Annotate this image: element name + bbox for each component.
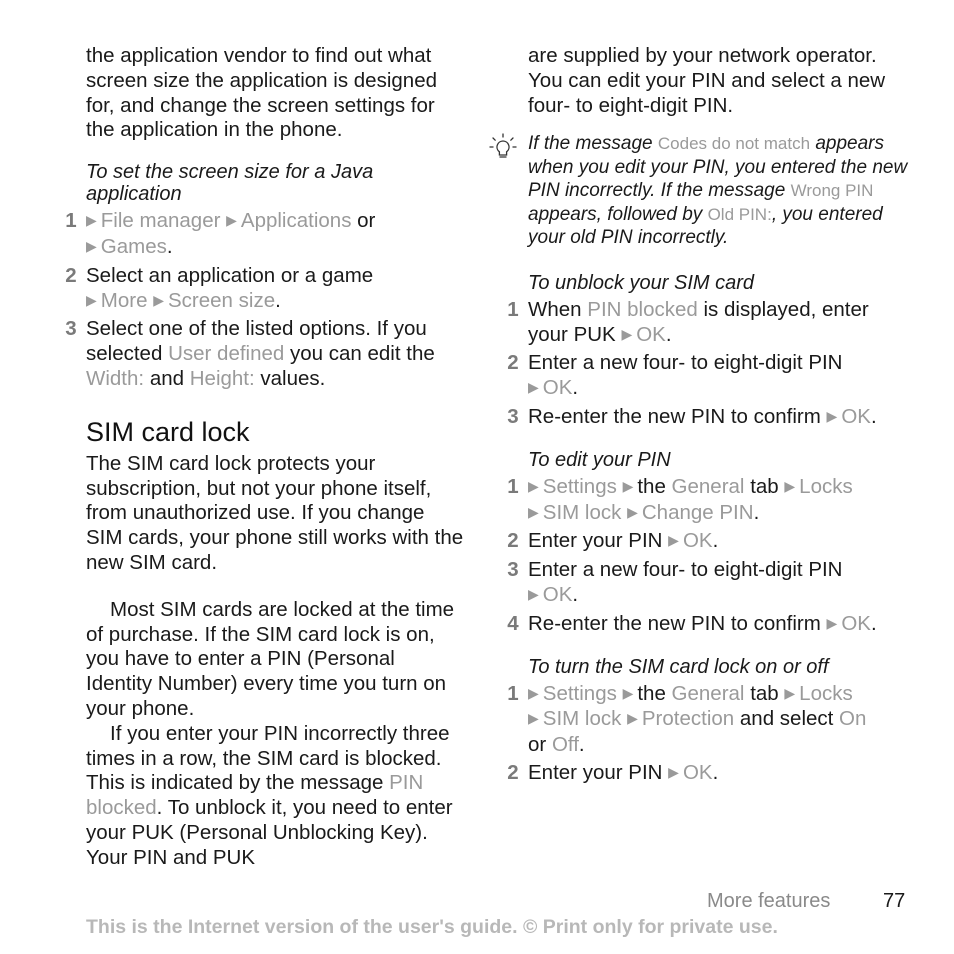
unblock-step-3: 3 Re-enter the new PIN to confirm ▶ OK. — [507, 405, 877, 429]
menu-ok: OK — [542, 583, 573, 607]
menu-ok: OK — [682, 761, 713, 785]
java-step-3: 3 Select one of the listed options. If you selected User defined you can edit the Width: and Height: values. — [65, 317, 435, 390]
toggle-heading: To turn the SIM card lock on or off — [528, 655, 829, 678]
option-off: Off — [551, 733, 579, 757]
menu-ok: OK — [682, 529, 713, 553]
arrow-icon: ▶ — [668, 764, 679, 781]
intro-paragraph: the application vendor to find out what screen size the application is designed for, and change the screen settings for the application in the phone. — [86, 44, 437, 142]
message-codes-mismatch: Codes do not match — [657, 134, 811, 154]
arrow-icon: ▶ — [528, 684, 539, 701]
menu-file-manager: File manager — [100, 209, 221, 233]
arrow-icon: ▶ — [153, 291, 164, 308]
edit-step-4: 4 Re-enter the new PIN to confirm ▶ OK. — [507, 611, 877, 635]
unblock-step-2: 2 Enter a new four- to eight-digit PIN ▶ OK. — [507, 351, 843, 400]
java-heading: To set the screen size for a Java application — [86, 161, 374, 206]
step-number: 1 — [507, 297, 519, 321]
toggle-step-2: 2 Enter your PIN ▶ OK. — [507, 761, 719, 785]
section-title: SIM card lock — [86, 416, 250, 447]
java-step-2: 2 Select an application or a game ▶ More ▶ Screen size. — [65, 263, 374, 312]
menu-sim-lock: SIM lock — [542, 500, 622, 524]
java-step-1: 1 ▶ File manager ▶ Applications or ▶ Games. — [65, 209, 376, 258]
arrow-icon: ▶ — [86, 291, 97, 308]
arrow-icon: ▶ — [784, 477, 796, 494]
message-old-pin: Old PIN: — [707, 204, 772, 224]
menu-general: General — [671, 474, 745, 498]
unblock-step-1: 1 When PIN blocked is displayed, enter your PUK ▶ OK. — [507, 297, 869, 346]
sim-intro-paragraph: The SIM card lock protects your subscription, but not your phone itself, from unauthorized use. If you change SIM cards, your phone still works with the new SIM card. — [86, 451, 464, 574]
step-number: 1 — [507, 474, 519, 498]
message-wrong-pin: Wrong PIN — [790, 181, 874, 201]
arrow-icon: ▶ — [86, 237, 97, 254]
continued-paragraph: are supplied by your network operator. You can edit your PIN and select a new four- to eight-digit PIN. — [528, 44, 886, 117]
step-number: 2 — [507, 351, 519, 375]
arrow-icon: ▶ — [627, 503, 638, 520]
arrow-icon: ▶ — [528, 477, 539, 494]
edit-step-1: 1 ▶ Settings ▶ the General tab ▶ Locks ▶ SIM lock ▶ Change PIN. — [507, 474, 853, 524]
arrow-icon: ▶ — [528, 503, 539, 520]
menu-settings: Settings — [542, 681, 617, 705]
menu-change-pin: Change PIN — [641, 500, 754, 524]
arrow-icon: ▶ — [826, 408, 838, 425]
arrow-icon: ▶ — [622, 684, 634, 701]
edit-heading: To edit your PIN — [528, 448, 671, 471]
page-number: 77 — [883, 890, 906, 912]
arrow-icon: ▶ — [627, 710, 638, 727]
menu-locks: Locks — [799, 474, 853, 498]
lightbulb-icon — [488, 132, 518, 162]
message-pin-blocked: PIN blocked — [86, 771, 424, 820]
arrow-icon: ▶ — [226, 212, 237, 229]
message-pin-blocked: PIN blocked — [587, 297, 698, 321]
edit-step-2: 2 Enter your PIN ▶ OK. — [507, 529, 719, 553]
step-number: 1 — [507, 681, 519, 705]
menu-ok: OK — [841, 405, 871, 429]
menu-sim-lock: SIM lock — [542, 707, 622, 731]
menu-ok: OK — [542, 376, 573, 400]
arrow-icon: ▶ — [622, 477, 634, 494]
step-number: 4 — [507, 611, 519, 635]
right-column — [507, 44, 908, 790]
menu-user-defined: User defined — [168, 342, 285, 366]
footer-section-name: More features — [707, 890, 831, 912]
menu-applications: Applications — [240, 209, 352, 233]
arrow-icon: ▶ — [528, 710, 539, 727]
step-number: 3 — [65, 317, 77, 341]
sim-paragraph-2: Most SIM cards are locked at the time of purchase. If the SIM card lock is on, you have to enter a PIN (Personal Identity Number) every time you turn on your phone. — [86, 597, 455, 720]
step-number: 3 — [507, 405, 519, 429]
menu-protection: Protection — [641, 707, 735, 731]
menu-width: Width: — [86, 366, 145, 390]
menu-more: More — [100, 288, 148, 312]
arrow-icon: ▶ — [621, 325, 633, 342]
menu-locks: Locks — [799, 681, 853, 705]
left-column — [65, 44, 466, 871]
step-number: 2 — [65, 263, 77, 287]
step-number: 2 — [507, 529, 519, 553]
menu-height: Height: — [189, 366, 255, 390]
menu-settings: Settings — [542, 474, 617, 498]
sim-paragraph-3: If you enter your PIN incorrectly three times in a row, the SIM card is blocked. This is indicated by the message PIN blocked. To unblock it, you need to enter your PUK (Personal Unblocking Key). Your PIN and PUK — [86, 721, 453, 869]
option-on: On — [839, 707, 867, 731]
edit-step-3: 3 Enter a new four- to eight-digit PIN ▶ OK. — [507, 558, 843, 607]
menu-games: Games — [100, 234, 167, 258]
arrow-icon: ▶ — [826, 614, 838, 631]
menu-ok: OK — [636, 322, 666, 346]
footer-disclaimer: This is the Internet version of the user's guide. © Print only for private use. — [86, 916, 778, 938]
arrow-icon: ▶ — [86, 212, 97, 229]
toggle-step-1: 1 ▶ Settings ▶ the General tab ▶ Locks ▶ SIM lock ▶ Protection and select On or Off. — [507, 681, 867, 757]
menu-general: General — [671, 681, 745, 705]
menu-ok: OK — [841, 611, 871, 635]
arrow-icon: ▶ — [668, 532, 679, 549]
step-number: 1 — [65, 209, 77, 233]
arrow-icon: ▶ — [784, 684, 796, 701]
arrow-icon: ▶ — [528, 586, 539, 603]
tip-note: If the message Codes do not match appears when you edit your PIN, you entered the new PIN incorrectly. If the message Wrong PIN appears, followed by Old PIN:, you entered your old PIN incorrectly. — [528, 132, 908, 250]
step-number: 2 — [507, 761, 519, 785]
arrow-icon: ▶ — [528, 379, 539, 396]
menu-screen-size: Screen size — [167, 288, 276, 312]
step-number: 3 — [507, 558, 519, 582]
unblock-heading: To unblock your SIM card — [528, 271, 755, 294]
